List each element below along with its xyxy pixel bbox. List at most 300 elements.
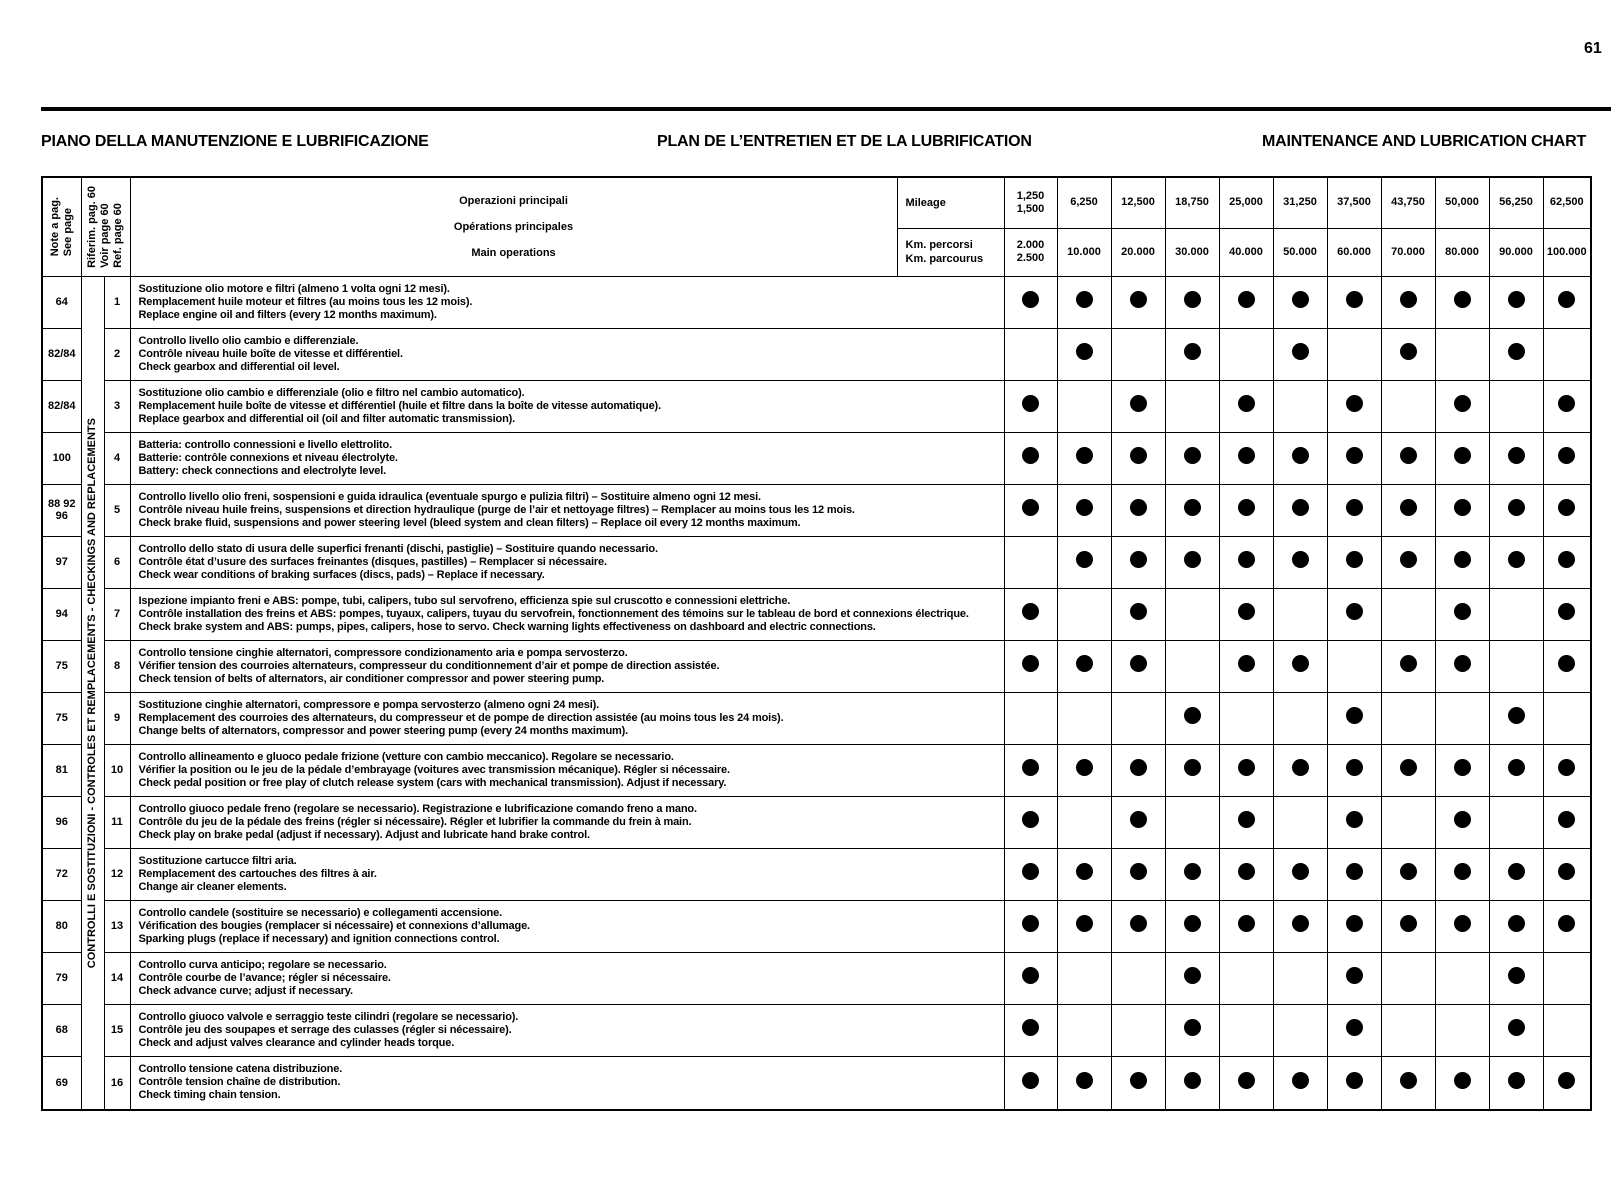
interval-cell xyxy=(1327,1004,1381,1056)
description-line: Check gearbox and differential oil level. xyxy=(138,360,340,373)
interval-cell xyxy=(1435,1056,1489,1110)
check-dot xyxy=(1346,1072,1363,1089)
interval-cell xyxy=(1273,900,1327,952)
operation-description xyxy=(130,952,1004,1004)
interval-cell xyxy=(1219,1056,1273,1110)
check-dot xyxy=(1076,759,1093,776)
interval-cell xyxy=(1435,744,1489,796)
interval-km: 60.000 xyxy=(1327,228,1381,276)
ref-number: 1 xyxy=(104,276,130,328)
check-dot xyxy=(1558,447,1575,464)
note-header: Note a pag. See page xyxy=(42,177,81,276)
interval-cell xyxy=(1435,848,1489,900)
check-dot xyxy=(1292,1072,1309,1089)
description-line: Vérifier tension des courroies alternateurs, compresseur du conditionnement d’air et pompe de direction assistée. xyxy=(138,659,720,672)
interval-cell xyxy=(1273,744,1327,796)
table-row xyxy=(42,588,1591,640)
interval-cell xyxy=(1381,484,1435,536)
interval-cell xyxy=(1111,380,1165,432)
interval-cell xyxy=(1381,900,1435,952)
interval-km: 90.000 xyxy=(1489,228,1543,276)
check-dot xyxy=(1022,603,1039,620)
interval-cell xyxy=(1219,796,1273,848)
check-dot xyxy=(1184,499,1201,516)
description-line: Replace gearbox and differential oil (oil and filter automatic transmission). xyxy=(138,412,516,425)
ref-number: 4 xyxy=(104,432,130,484)
check-dot xyxy=(1184,447,1201,464)
title-french: PLAN DE L’ENTRETIEN ET DE LA LUBRIFICATION xyxy=(657,133,1032,150)
interval-cell xyxy=(1004,484,1057,536)
interval-cell xyxy=(1165,744,1219,796)
check-dot xyxy=(1346,967,1363,984)
operation-description xyxy=(130,744,1004,796)
interval-cell xyxy=(1543,588,1591,640)
description-line: Contrôle courbe de l’avance; régler si nécessaire. xyxy=(138,971,391,984)
check-dot xyxy=(1292,499,1309,516)
note-page: 80 xyxy=(42,900,81,952)
check-dot xyxy=(1076,915,1093,932)
interval-cell xyxy=(1219,744,1273,796)
check-dot xyxy=(1508,863,1525,880)
interval-cell xyxy=(1543,1004,1591,1056)
table-row xyxy=(42,692,1591,744)
table-row xyxy=(42,380,1591,432)
check-dot xyxy=(1346,759,1363,776)
table-row xyxy=(42,1004,1591,1056)
interval-cell xyxy=(1543,900,1591,952)
ref-number: 13 xyxy=(104,900,130,952)
check-dot xyxy=(1076,499,1093,516)
check-dot xyxy=(1346,603,1363,620)
description-line: Contrôle installation des freins et ABS: pompes, tuyaux, calipers, tuyau du servofrein, fonctionnement des témoins sur le tableau de bord et connexions électrique. xyxy=(138,607,969,620)
table-row xyxy=(42,744,1591,796)
interval-cell xyxy=(1381,1056,1435,1110)
check-dot xyxy=(1508,551,1525,568)
interval-cell xyxy=(1273,692,1327,744)
description-line: Vérifier la position ou le jeu de la pédale d’embrayage (voitures avec transmission mécanique). Régler si nécessaire. xyxy=(138,763,730,776)
interval-cell xyxy=(1273,536,1327,588)
interval-km: 70.000 xyxy=(1381,228,1435,276)
interval-cell xyxy=(1489,848,1543,900)
check-dot xyxy=(1508,1072,1525,1089)
interval-cell xyxy=(1489,744,1543,796)
interval-cell xyxy=(1111,432,1165,484)
check-dot xyxy=(1022,1019,1039,1036)
interval-miles: 37,500 xyxy=(1327,177,1381,228)
check-dot xyxy=(1454,759,1471,776)
check-dot xyxy=(1130,1072,1147,1089)
note-page: 68 xyxy=(42,1004,81,1056)
check-dot xyxy=(1238,655,1255,672)
interval-cell xyxy=(1435,588,1489,640)
description-line: Check pedal position or free play of clutch release system (cars with mechanical transmission). Adjust if necessary. xyxy=(138,776,727,789)
interval-cell xyxy=(1004,692,1057,744)
section-label: CONTROLLI E SOSTITUZIONI - CONTROLES ET REMPLACEMENTS - CHECKINGS AND REPLACEMENTS xyxy=(81,276,104,1110)
check-dot xyxy=(1184,967,1201,984)
operation-description xyxy=(130,640,1004,692)
interval-cell xyxy=(1111,1056,1165,1110)
description-line: Controllo livello olio cambio e differenziale. xyxy=(138,334,359,347)
check-dot xyxy=(1508,707,1525,724)
check-dot xyxy=(1454,603,1471,620)
interval-cell xyxy=(1381,328,1435,380)
interval-cell xyxy=(1004,796,1057,848)
description-line: Check advance curve; adjust if necessary. xyxy=(138,984,353,997)
note-page: 75 xyxy=(42,640,81,692)
interval-cell xyxy=(1004,432,1057,484)
check-dot xyxy=(1076,863,1093,880)
check-dot xyxy=(1130,915,1147,932)
check-dot xyxy=(1346,551,1363,568)
operation-description xyxy=(130,588,1004,640)
interval-cell xyxy=(1435,536,1489,588)
interval-cell xyxy=(1057,744,1111,796)
top-rule xyxy=(41,107,1611,111)
interval-cell xyxy=(1219,848,1273,900)
interval-cell xyxy=(1327,276,1381,328)
note-page: 96 xyxy=(42,796,81,848)
interval-cell xyxy=(1111,640,1165,692)
check-dot xyxy=(1238,1072,1255,1089)
interval-cell xyxy=(1057,432,1111,484)
note-page: 97 xyxy=(42,536,81,588)
interval-cell xyxy=(1057,1004,1111,1056)
interval-cell xyxy=(1004,848,1057,900)
operation-description xyxy=(130,328,1004,380)
check-dot xyxy=(1238,551,1255,568)
interval-cell xyxy=(1219,640,1273,692)
interval-cell xyxy=(1543,744,1591,796)
check-dot xyxy=(1292,551,1309,568)
check-dot xyxy=(1130,655,1147,672)
check-dot xyxy=(1454,551,1471,568)
table-row xyxy=(42,796,1591,848)
description-line: Contrôle jeu des soupapes et serrage des culasses (régler si nécessaire). xyxy=(138,1023,512,1036)
interval-cell xyxy=(1543,848,1591,900)
check-dot xyxy=(1130,551,1147,568)
check-dot xyxy=(1346,915,1363,932)
description-line: Ispezione impianto freni e ABS: pompe, tubi, calipers, tubo sul servofreno, efficienza spie sul cruscotto e connessioni elettriche. xyxy=(138,594,791,607)
interval-cell xyxy=(1273,588,1327,640)
interval-km: 10.000 xyxy=(1057,228,1111,276)
check-dot xyxy=(1454,1072,1471,1089)
ref-number: 8 xyxy=(104,640,130,692)
interval-cell xyxy=(1004,952,1057,1004)
check-dot xyxy=(1130,499,1147,516)
check-dot xyxy=(1400,343,1417,360)
check-dot xyxy=(1400,551,1417,568)
interval-cell xyxy=(1543,796,1591,848)
description-line: Batteria: controllo connessioni e livello elettrolito. xyxy=(138,438,392,451)
interval-miles: 62,500 xyxy=(1543,177,1591,228)
interval-cell xyxy=(1057,588,1111,640)
maintenance-chart xyxy=(41,176,1592,1111)
interval-miles: 12,500 xyxy=(1111,177,1165,228)
check-dot xyxy=(1558,811,1575,828)
description-line: Contrôle du jeu de la pédale des freins (régler si nécessaire). Régler et lubrifier la commande du frein à main. xyxy=(138,815,692,828)
table-row xyxy=(42,276,1591,328)
interval-cell xyxy=(1327,952,1381,1004)
interval-cell xyxy=(1327,536,1381,588)
check-dot xyxy=(1558,759,1575,776)
interval-km: 2.000 2.500 xyxy=(1004,228,1057,276)
check-dot xyxy=(1022,915,1039,932)
interval-cell xyxy=(1111,1004,1165,1056)
interval-cell xyxy=(1219,484,1273,536)
interval-cell xyxy=(1165,484,1219,536)
interval-cell xyxy=(1543,952,1591,1004)
interval-cell xyxy=(1327,484,1381,536)
check-dot xyxy=(1558,395,1575,412)
interval-cell xyxy=(1489,640,1543,692)
check-dot xyxy=(1238,863,1255,880)
interval-cell xyxy=(1057,536,1111,588)
check-dot xyxy=(1508,967,1525,984)
check-dot xyxy=(1292,655,1309,672)
check-dot xyxy=(1022,447,1039,464)
interval-cell xyxy=(1057,692,1111,744)
check-dot xyxy=(1346,395,1363,412)
check-dot xyxy=(1454,811,1471,828)
description-line: Sostituzione cinghie alternatori, compressore e pompa servosterzo (almeno ogni 24 mesi). xyxy=(138,698,600,711)
interval-cell xyxy=(1057,796,1111,848)
check-dot xyxy=(1454,863,1471,880)
table-row xyxy=(42,640,1591,692)
interval-cell xyxy=(1435,380,1489,432)
check-dot xyxy=(1346,707,1363,724)
check-dot xyxy=(1130,603,1147,620)
interval-cell xyxy=(1489,276,1543,328)
interval-miles: 18,750 xyxy=(1165,177,1219,228)
interval-cell xyxy=(1165,640,1219,692)
interval-cell xyxy=(1219,276,1273,328)
check-dot xyxy=(1076,343,1093,360)
note-page: 75 xyxy=(42,692,81,744)
description-line: Change air cleaner elements. xyxy=(138,880,287,893)
interval-cell xyxy=(1273,484,1327,536)
interval-cell xyxy=(1273,276,1327,328)
check-dot xyxy=(1292,343,1309,360)
interval-cell xyxy=(1435,640,1489,692)
interval-cell xyxy=(1111,276,1165,328)
table-row xyxy=(42,952,1591,1004)
interval-cell xyxy=(1004,640,1057,692)
interval-cell xyxy=(1327,432,1381,484)
check-dot xyxy=(1130,291,1147,308)
interval-cell xyxy=(1435,900,1489,952)
interval-cell xyxy=(1435,276,1489,328)
note-page: 82/84 xyxy=(42,380,81,432)
description-line: Remplacement huile boîte de vitesse et différentiel (huile et filtre dans la boîte de vitesse automatique). xyxy=(138,399,661,412)
check-dot xyxy=(1184,551,1201,568)
interval-cell xyxy=(1327,640,1381,692)
ref-number: 2 xyxy=(104,328,130,380)
note-page: 79 xyxy=(42,952,81,1004)
interval-cell xyxy=(1273,432,1327,484)
check-dot xyxy=(1238,447,1255,464)
interval-cell xyxy=(1489,536,1543,588)
description-line: Sparking plugs (replace if necessary) and ignition connections control. xyxy=(138,932,500,945)
interval-cell xyxy=(1273,640,1327,692)
interval-cell xyxy=(1543,276,1591,328)
interval-cell xyxy=(1057,380,1111,432)
check-dot xyxy=(1400,915,1417,932)
ref-number: 10 xyxy=(104,744,130,796)
note-page: 82/84 xyxy=(42,328,81,380)
interval-cell xyxy=(1489,1004,1543,1056)
description-line: Check play on brake pedal (adjust if necessary). Adjust and lubricate hand brake control. xyxy=(138,828,590,841)
interval-km: 40.000 xyxy=(1219,228,1273,276)
interval-cell xyxy=(1219,692,1273,744)
check-dot xyxy=(1558,291,1575,308)
interval-cell xyxy=(1219,380,1273,432)
interval-miles: 50,000 xyxy=(1435,177,1489,228)
description-line: Contrôle niveau huile boîte de vitesse et différentiel. xyxy=(138,347,403,360)
check-dot xyxy=(1238,499,1255,516)
interval-cell xyxy=(1489,380,1543,432)
interval-cell xyxy=(1381,744,1435,796)
interval-cell xyxy=(1327,588,1381,640)
operation-description xyxy=(130,1056,1004,1110)
interval-cell xyxy=(1165,692,1219,744)
interval-cell xyxy=(1543,484,1591,536)
check-dot xyxy=(1184,863,1201,880)
check-dot xyxy=(1454,395,1471,412)
interval-cell xyxy=(1057,952,1111,1004)
operation-description xyxy=(130,848,1004,900)
check-dot xyxy=(1454,915,1471,932)
check-dot xyxy=(1292,759,1309,776)
interval-cell xyxy=(1004,1056,1057,1110)
interval-cell xyxy=(1165,1004,1219,1056)
interval-cell xyxy=(1111,536,1165,588)
interval-cell xyxy=(1219,588,1273,640)
check-dot xyxy=(1508,499,1525,516)
interval-cell xyxy=(1273,848,1327,900)
check-dot xyxy=(1130,863,1147,880)
interval-cell xyxy=(1435,1004,1489,1056)
table-row xyxy=(42,1056,1591,1110)
interval-cell xyxy=(1543,640,1591,692)
description-line: Check timing chain tension. xyxy=(138,1089,281,1102)
mileage-label: Mileage xyxy=(897,177,1004,228)
check-dot xyxy=(1022,811,1039,828)
interval-cell xyxy=(1111,484,1165,536)
check-dot xyxy=(1508,447,1525,464)
interval-cell xyxy=(1057,328,1111,380)
interval-cell xyxy=(1435,796,1489,848)
interval-cell xyxy=(1543,1056,1591,1110)
interval-km: 50.000 xyxy=(1273,228,1327,276)
check-dot xyxy=(1130,395,1147,412)
interval-cell xyxy=(1381,276,1435,328)
check-dot xyxy=(1558,499,1575,516)
interval-cell xyxy=(1543,536,1591,588)
interval-cell xyxy=(1489,952,1543,1004)
interval-cell xyxy=(1543,432,1591,484)
interval-cell xyxy=(1327,692,1381,744)
description-line: Vérification des bougies (remplacer si nécessaire) et connexions d’allumage. xyxy=(138,919,530,932)
interval-cell xyxy=(1004,380,1057,432)
description-line: Remplacement huile moteur et filtres (au moins tous les 12 mois). xyxy=(138,295,473,308)
ref-number: 7 xyxy=(104,588,130,640)
interval-cell xyxy=(1381,536,1435,588)
note-page: 81 xyxy=(42,744,81,796)
interval-cell xyxy=(1111,692,1165,744)
check-dot xyxy=(1292,447,1309,464)
check-dot xyxy=(1184,291,1201,308)
interval-cell xyxy=(1057,848,1111,900)
interval-cell xyxy=(1435,328,1489,380)
description-line: Controllo dello stato di usura delle superfici frenanti (dischi, pastiglie) – Sostituire quando necessario. xyxy=(138,542,658,555)
operation-description xyxy=(130,432,1004,484)
description-line: Change belts of alternators, compressor and power steering pump (every 24 months maximum). xyxy=(138,724,629,737)
description-line: Contrôle tension chaîne de distribution. xyxy=(138,1076,341,1089)
check-dot xyxy=(1076,655,1093,672)
check-dot xyxy=(1558,915,1575,932)
check-dot xyxy=(1130,447,1147,464)
interval-cell xyxy=(1165,588,1219,640)
interval-cell xyxy=(1165,328,1219,380)
check-dot xyxy=(1346,811,1363,828)
interval-cell xyxy=(1219,900,1273,952)
description-line: Controllo tensione cinghie alternatori, compressore condizionamento aria e pompa servosterzo. xyxy=(138,646,628,659)
interval-cell xyxy=(1435,952,1489,1004)
interval-cell xyxy=(1489,692,1543,744)
interval-cell xyxy=(1381,380,1435,432)
interval-cell xyxy=(1489,796,1543,848)
table-row xyxy=(42,432,1591,484)
operation-description xyxy=(130,380,1004,432)
check-dot xyxy=(1508,759,1525,776)
interval-cell xyxy=(1057,640,1111,692)
interval-cell xyxy=(1381,692,1435,744)
interval-cell xyxy=(1381,796,1435,848)
interval-cell xyxy=(1219,952,1273,1004)
check-dot xyxy=(1238,759,1255,776)
interval-cell xyxy=(1165,848,1219,900)
operation-description xyxy=(130,536,1004,588)
interval-cell xyxy=(1489,900,1543,952)
interval-cell xyxy=(1111,796,1165,848)
check-dot xyxy=(1292,915,1309,932)
note-page: 100 xyxy=(42,432,81,484)
description-line: Batterie: contrôle connexions et niveau électrolyte. xyxy=(138,451,398,464)
check-dot xyxy=(1454,655,1471,672)
ref-number: 3 xyxy=(104,380,130,432)
table-row xyxy=(42,848,1591,900)
interval-cell xyxy=(1111,952,1165,1004)
interval-cell xyxy=(1057,276,1111,328)
check-dot xyxy=(1022,655,1039,672)
check-dot xyxy=(1130,759,1147,776)
interval-cell xyxy=(1435,692,1489,744)
check-dot xyxy=(1238,291,1255,308)
interval-cell xyxy=(1165,536,1219,588)
operations-header: Operazioni principali Opérations principales Main operations xyxy=(130,177,897,276)
interval-cell xyxy=(1489,484,1543,536)
interval-cell xyxy=(1435,484,1489,536)
note-page: 88 92 96 xyxy=(42,484,81,536)
description-line: Contrôle niveau huile freins, suspensions et direction hydraulique (purge de l’air et nettoyage filtres) – Remplacer au moins tous les 12 mois. xyxy=(138,503,855,516)
interval-cell xyxy=(1165,796,1219,848)
check-dot xyxy=(1346,291,1363,308)
ref-number: 16 xyxy=(104,1056,130,1110)
check-dot xyxy=(1184,343,1201,360)
check-dot xyxy=(1076,1072,1093,1089)
check-dot xyxy=(1400,1072,1417,1089)
interval-cell xyxy=(1489,328,1543,380)
